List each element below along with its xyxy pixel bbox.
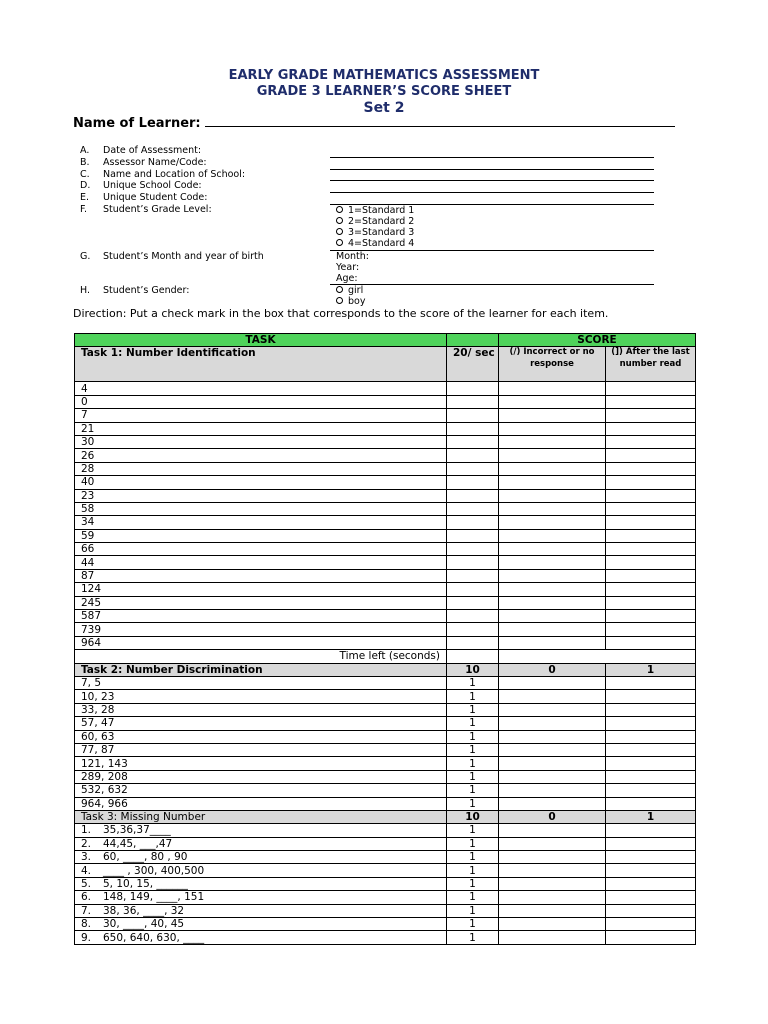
item-number: 6. — [81, 891, 92, 904]
info-letter: H. — [80, 285, 90, 296]
table-header-row — [75, 334, 696, 347]
gender-option-boy[interactable] — [336, 296, 365, 307]
incorrect-checkbox[interactable] — [499, 422, 606, 435]
info-school-code — [80, 180, 202, 192]
score-zero-checkbox[interactable] — [499, 904, 606, 917]
set-label: Set 2 — [363, 100, 405, 116]
grade-option-2[interactable] — [336, 216, 414, 227]
info-student-code — [80, 192, 207, 204]
table-row — [75, 583, 696, 596]
score-zero-checkbox[interactable] — [499, 690, 606, 703]
points-cell: 1 — [447, 904, 499, 917]
info-label: Name and Location of School: — [103, 169, 246, 180]
table-row — [75, 489, 696, 502]
info-label: Unique School Code: — [103, 180, 202, 191]
task3-item — [75, 824, 447, 837]
task1-item: 26 — [75, 449, 447, 462]
table-row — [75, 502, 696, 515]
birth-divider — [330, 284, 654, 285]
info-gender — [80, 285, 189, 297]
points-cell: 1 — [447, 676, 499, 689]
info-label: Student’s Grade Level: — [103, 204, 212, 215]
info-label: Unique Student Code: — [103, 192, 208, 203]
grade-option-label: 3=Standard 3 — [348, 227, 415, 238]
task1-time-cell[interactable] — [447, 516, 499, 529]
task1-time-cell[interactable] — [447, 489, 499, 502]
school-code-field[interactable] — [330, 192, 654, 193]
score-zero-checkbox[interactable] — [499, 797, 606, 810]
table-row — [75, 851, 696, 864]
radio-circle-icon — [336, 217, 343, 224]
score-zero-checkbox[interactable] — [499, 743, 606, 756]
task3-item — [75, 891, 447, 904]
incorrect-checkbox[interactable] — [499, 636, 606, 649]
task3-item — [75, 864, 447, 877]
task1-time-cell[interactable] — [447, 409, 499, 422]
radio-circle-icon — [336, 297, 343, 304]
points-cell: 1 — [447, 797, 499, 810]
score-zero-checkbox[interactable] — [499, 877, 606, 890]
task1-item: 58 — [75, 502, 447, 515]
after-checkbox[interactable] — [606, 529, 696, 542]
item-text: 5, 10, 15, ______ — [103, 878, 188, 891]
task1-time-cell[interactable] — [447, 636, 499, 649]
task2-item: 7, 5 — [75, 676, 447, 689]
after-checkbox[interactable] — [606, 569, 696, 582]
score-zero-checkbox[interactable] — [499, 730, 606, 743]
task1-item: 59 — [75, 529, 447, 542]
score-zero-checkbox[interactable] — [499, 824, 606, 837]
item-text: 35,36,37____ — [103, 824, 171, 837]
task1-time-cell[interactable] — [447, 422, 499, 435]
task2-item: 77, 87 — [75, 743, 447, 756]
table-row — [75, 757, 696, 770]
info-grade-level — [80, 204, 212, 216]
info-assessor — [80, 157, 207, 169]
table-row — [75, 931, 696, 944]
item-number: 7. — [81, 904, 92, 917]
task1-item: 66 — [75, 543, 447, 556]
task2-item: 289, 208 — [75, 770, 447, 783]
score-one-checkbox[interactable] — [606, 851, 696, 864]
task2-item: 532, 632 — [75, 784, 447, 797]
item-number: 8. — [81, 918, 92, 931]
score-one-checkbox[interactable] — [606, 824, 696, 837]
item-number: 4. — [81, 864, 92, 877]
task3-item — [75, 904, 447, 917]
sheet-title: EARLY GRADE MATHEMATICS ASSESSMENT — [228, 68, 540, 83]
radio-circle-icon — [336, 206, 343, 213]
points-cell: 1 — [447, 703, 499, 716]
task1-item: 34 — [75, 516, 447, 529]
info-letter: E. — [80, 192, 90, 203]
table-row — [75, 409, 696, 422]
table-row — [75, 395, 696, 408]
task3-label: Task 3: Missing Number — [75, 810, 447, 823]
info-label: Student’s Gender: — [103, 285, 190, 296]
score-one-checkbox[interactable] — [606, 743, 696, 756]
task1-item: 23 — [75, 489, 447, 502]
school-field[interactable] — [330, 180, 654, 181]
item-text: ____ , 300, 400,500 — [103, 864, 205, 877]
score-table — [74, 333, 696, 945]
task2-item: 60, 63 — [75, 730, 447, 743]
score-one-checkbox[interactable] — [606, 690, 696, 703]
task1-time-cell[interactable] — [447, 543, 499, 556]
table-row — [75, 596, 696, 609]
points-cell: 1 — [447, 690, 499, 703]
table-row — [75, 784, 696, 797]
points-cell: 1 — [447, 837, 499, 850]
task3-item — [75, 918, 447, 931]
incorrect-checkbox[interactable] — [499, 476, 606, 489]
incorrect-checkbox[interactable] — [499, 449, 606, 462]
item-text: 650, 640, 630, ____ — [103, 931, 205, 944]
after-checkbox[interactable] — [606, 409, 696, 422]
score-one-checkbox[interactable] — [606, 904, 696, 917]
grade-option-label: 4=Standard 4 — [348, 238, 415, 249]
score-one-checkbox[interactable] — [606, 757, 696, 770]
task1-item: 245 — [75, 596, 447, 609]
item-number: 3. — [81, 851, 92, 864]
task1-time-cell[interactable] — [447, 583, 499, 596]
time-left-row — [75, 650, 696, 663]
task3-item — [75, 877, 447, 890]
table-row — [75, 516, 696, 529]
after-checkbox[interactable] — [606, 636, 696, 649]
item-text: 60, ____, 80 , 90 — [103, 851, 188, 864]
task2-one: 1 — [606, 663, 696, 676]
radio-circle-icon — [336, 239, 343, 246]
incorrect-checkbox[interactable] — [499, 623, 606, 636]
task1-header-row — [75, 347, 696, 382]
points-cell: 1 — [447, 851, 499, 864]
after-checkbox[interactable] — [606, 610, 696, 623]
after-checkbox[interactable] — [606, 462, 696, 475]
task1-time-cell[interactable] — [447, 623, 499, 636]
task1-item: 21 — [75, 422, 447, 435]
score-zero-checkbox[interactable] — [499, 891, 606, 904]
info-date — [80, 145, 201, 157]
incorrect-checkbox[interactable] — [499, 462, 606, 475]
points-cell: 1 — [447, 877, 499, 890]
incorrect-checkbox[interactable] — [499, 435, 606, 448]
assessor-field[interactable] — [330, 169, 654, 170]
task1-item: 739 — [75, 623, 447, 636]
table-row — [75, 690, 696, 703]
task1-incorrect-header: (/) Incorrect or no response — [499, 347, 606, 382]
radio-circle-icon — [336, 228, 343, 235]
table-row — [75, 449, 696, 462]
after-checkbox[interactable] — [606, 395, 696, 408]
score-one-checkbox[interactable] — [606, 784, 696, 797]
gender-option-label: boy — [348, 296, 366, 307]
table-row — [75, 864, 696, 877]
incorrect-checkbox[interactable] — [499, 409, 606, 422]
grade-divider — [330, 250, 654, 251]
table-row — [75, 743, 696, 756]
table-row — [75, 636, 696, 649]
table-row — [75, 610, 696, 623]
incorrect-checkbox[interactable] — [499, 569, 606, 582]
task1-item: 87 — [75, 569, 447, 582]
after-checkbox[interactable] — [606, 435, 696, 448]
info-letter: C. — [80, 169, 90, 180]
table-row — [75, 422, 696, 435]
table-row — [75, 569, 696, 582]
incorrect-checkbox[interactable] — [499, 489, 606, 502]
after-checkbox[interactable] — [606, 543, 696, 556]
grade-option-3[interactable] — [336, 227, 414, 238]
time-left-field[interactable] — [447, 650, 499, 663]
after-checkbox[interactable] — [606, 382, 696, 395]
task1-time-cell[interactable] — [447, 435, 499, 448]
after-checkbox[interactable] — [606, 476, 696, 489]
task1-item: 587 — [75, 610, 447, 623]
gender-option-label: girl — [348, 285, 364, 296]
task2-item: 57, 47 — [75, 717, 447, 730]
points-cell: 1 — [447, 770, 499, 783]
item-number: 2. — [81, 837, 92, 850]
score-zero-checkbox[interactable] — [499, 918, 606, 931]
task1-time: 20/ sec — [447, 347, 499, 382]
info-label: Date of Assessment: — [103, 145, 202, 156]
task1-item: 28 — [75, 462, 447, 475]
incorrect-checkbox[interactable] — [499, 395, 606, 408]
info-letter: B. — [80, 157, 90, 168]
incorrect-checkbox[interactable] — [499, 529, 606, 542]
item-text: 30, ____, 40, 45 — [103, 918, 185, 931]
table-row — [75, 529, 696, 542]
score-zero-checkbox[interactable] — [499, 717, 606, 730]
after-checkbox[interactable] — [606, 596, 696, 609]
score-one-checkbox[interactable] — [606, 797, 696, 810]
incorrect-checkbox[interactable] — [499, 382, 606, 395]
table-row — [75, 837, 696, 850]
after-checkbox[interactable] — [606, 449, 696, 462]
radio-circle-icon — [336, 286, 343, 293]
score-one-checkbox[interactable] — [606, 717, 696, 730]
item-text: 44,45, ___,47 — [103, 837, 173, 850]
task3-one: 1 — [606, 810, 696, 823]
incorrect-checkbox[interactable] — [499, 556, 606, 569]
table-row — [75, 891, 696, 904]
score-zero-checkbox[interactable] — [499, 931, 606, 944]
table-row — [75, 462, 696, 475]
task1-time-cell[interactable] — [447, 596, 499, 609]
task1-time-cell[interactable] — [447, 462, 499, 475]
task1-time-cell[interactable] — [447, 449, 499, 462]
score-one-checkbox[interactable] — [606, 676, 696, 689]
table-row — [75, 476, 696, 489]
table-row — [75, 730, 696, 743]
points-cell: 1 — [447, 730, 499, 743]
task3-item — [75, 851, 447, 864]
score-column-header: SCORE — [499, 334, 696, 347]
task1-after-header: (]) After the last number read — [606, 347, 696, 382]
task3-total: 10 — [447, 810, 499, 823]
after-checkbox[interactable] — [606, 556, 696, 569]
info-birth — [80, 251, 264, 263]
item-number: 9. — [81, 931, 92, 944]
task2-zero: 0 — [499, 663, 606, 676]
grade-option-label: 1=Standard 1 — [348, 205, 415, 216]
task1-item: 0 — [75, 395, 447, 408]
table-row — [75, 810, 696, 823]
score-one-checkbox[interactable] — [606, 918, 696, 931]
incorrect-checkbox[interactable] — [499, 516, 606, 529]
task1-item: 40 — [75, 476, 447, 489]
incorrect-checkbox[interactable] — [499, 583, 606, 596]
after-checkbox[interactable] — [606, 502, 696, 515]
learner-name-field[interactable] — [205, 115, 675, 127]
time-left-blank — [499, 650, 696, 663]
item-number: 5. — [81, 878, 92, 891]
item-text: 38, 36, ____, 32 — [103, 904, 185, 917]
table-row — [75, 703, 696, 716]
score-zero-checkbox[interactable] — [499, 757, 606, 770]
table-row — [75, 824, 696, 837]
table-row — [75, 543, 696, 556]
task3-item — [75, 837, 447, 850]
task2-item: 121, 143 — [75, 757, 447, 770]
points-cell: 1 — [447, 717, 499, 730]
task2-label: Task 2: Number Discrimination — [75, 663, 447, 676]
task2-item: 964, 966 — [75, 797, 447, 810]
task1-time-cell[interactable] — [447, 569, 499, 582]
task1-item: 30 — [75, 435, 447, 448]
task2-total: 10 — [447, 663, 499, 676]
task1-time-cell[interactable] — [447, 476, 499, 489]
incorrect-checkbox[interactable] — [499, 502, 606, 515]
after-checkbox[interactable] — [606, 422, 696, 435]
direction-text: Direction: Put a check mark in the box that corresponds to the score of the learner for each item. — [73, 307, 609, 320]
item-text: 148, 149, ____, 151 — [103, 891, 205, 904]
task1-item: 4 — [75, 382, 447, 395]
table-row — [75, 382, 696, 395]
task2-item: 33, 28 — [75, 703, 447, 716]
sheet-subtitle: GRADE 3 LEARNER’S SCORE SHEET — [256, 84, 512, 99]
table-row — [75, 623, 696, 636]
task1-time-cell[interactable] — [447, 395, 499, 408]
time-left-label: Time left (seconds) — [75, 650, 447, 663]
info-letter: A. — [80, 145, 90, 156]
score-zero-checkbox[interactable] — [499, 837, 606, 850]
birth-month-field[interactable]: Month: — [336, 251, 369, 262]
task1-time-cell[interactable] — [447, 610, 499, 623]
score-zero-checkbox[interactable] — [499, 784, 606, 797]
points-cell: 1 — [447, 918, 499, 931]
table-row — [75, 904, 696, 917]
learner-name-row — [73, 115, 675, 131]
score-zero-checkbox[interactable] — [499, 770, 606, 783]
score-one-checkbox[interactable] — [606, 703, 696, 716]
item-number: 1. — [81, 824, 92, 837]
score-zero-checkbox[interactable] — [499, 703, 606, 716]
learner-name-label: Name of Learner: — [73, 116, 201, 131]
after-checkbox[interactable] — [606, 489, 696, 502]
points-cell: 1 — [447, 757, 499, 770]
task1-time-cell[interactable] — [447, 502, 499, 515]
points-cell: 1 — [447, 891, 499, 904]
score-one-checkbox[interactable] — [606, 864, 696, 877]
task3-item — [75, 931, 447, 944]
info-label: Student’s Month and year of birth — [103, 251, 264, 262]
points-cell: 1 — [447, 931, 499, 944]
score-zero-checkbox[interactable] — [499, 851, 606, 864]
score-one-checkbox[interactable] — [606, 891, 696, 904]
score-one-checkbox[interactable] — [606, 730, 696, 743]
score-one-checkbox[interactable] — [606, 931, 696, 944]
task1-item: 44 — [75, 556, 447, 569]
incorrect-checkbox[interactable] — [499, 543, 606, 556]
score-one-checkbox[interactable] — [606, 877, 696, 890]
info-label: Assessor Name/Code: — [103, 157, 207, 168]
birth-year-field[interactable]: Year: — [336, 262, 360, 273]
task1-label: Task 1: Number Identification — [75, 347, 447, 382]
task1-item: 964 — [75, 636, 447, 649]
task2-item: 10, 23 — [75, 690, 447, 703]
after-checkbox[interactable] — [606, 516, 696, 529]
grade-option-4[interactable] — [336, 238, 414, 249]
date-field[interactable] — [330, 157, 654, 158]
task1-item: 7 — [75, 409, 447, 422]
incorrect-checkbox[interactable] — [499, 610, 606, 623]
score-one-checkbox[interactable] — [606, 770, 696, 783]
table-row — [75, 877, 696, 890]
table-row — [75, 663, 696, 676]
score-zero-checkbox[interactable] — [499, 676, 606, 689]
gender-option-girl[interactable] — [336, 285, 363, 296]
info-letter: G. — [80, 251, 91, 262]
points-cell: 1 — [447, 864, 499, 877]
after-checkbox[interactable] — [606, 623, 696, 636]
table-row — [75, 918, 696, 931]
info-letter: D. — [80, 180, 91, 191]
table-row — [75, 797, 696, 810]
table-row — [75, 435, 696, 448]
grade-option-label: 2=Standard 2 — [348, 216, 415, 227]
task1-time-cell[interactable] — [447, 382, 499, 395]
table-row — [75, 717, 696, 730]
task1-time-cell[interactable] — [447, 529, 499, 542]
table-row — [75, 676, 696, 689]
task1-item: 124 — [75, 583, 447, 596]
table-row — [75, 770, 696, 783]
points-cell: 1 — [447, 824, 499, 837]
info-letter: F. — [80, 204, 87, 215]
points-cell: 1 — [447, 743, 499, 756]
task1-time-cell[interactable] — [447, 556, 499, 569]
age-field[interactable]: Age: — [336, 273, 358, 284]
incorrect-checkbox[interactable] — [499, 596, 606, 609]
task3-zero: 0 — [499, 810, 606, 823]
points-cell: 1 — [447, 784, 499, 797]
blank-header — [447, 334, 499, 347]
table-row — [75, 556, 696, 569]
after-checkbox[interactable] — [606, 583, 696, 596]
score-one-checkbox[interactable] — [606, 837, 696, 850]
grade-option-1[interactable] — [336, 205, 414, 216]
task-column-header: TASK — [75, 334, 447, 347]
score-zero-checkbox[interactable] — [499, 864, 606, 877]
